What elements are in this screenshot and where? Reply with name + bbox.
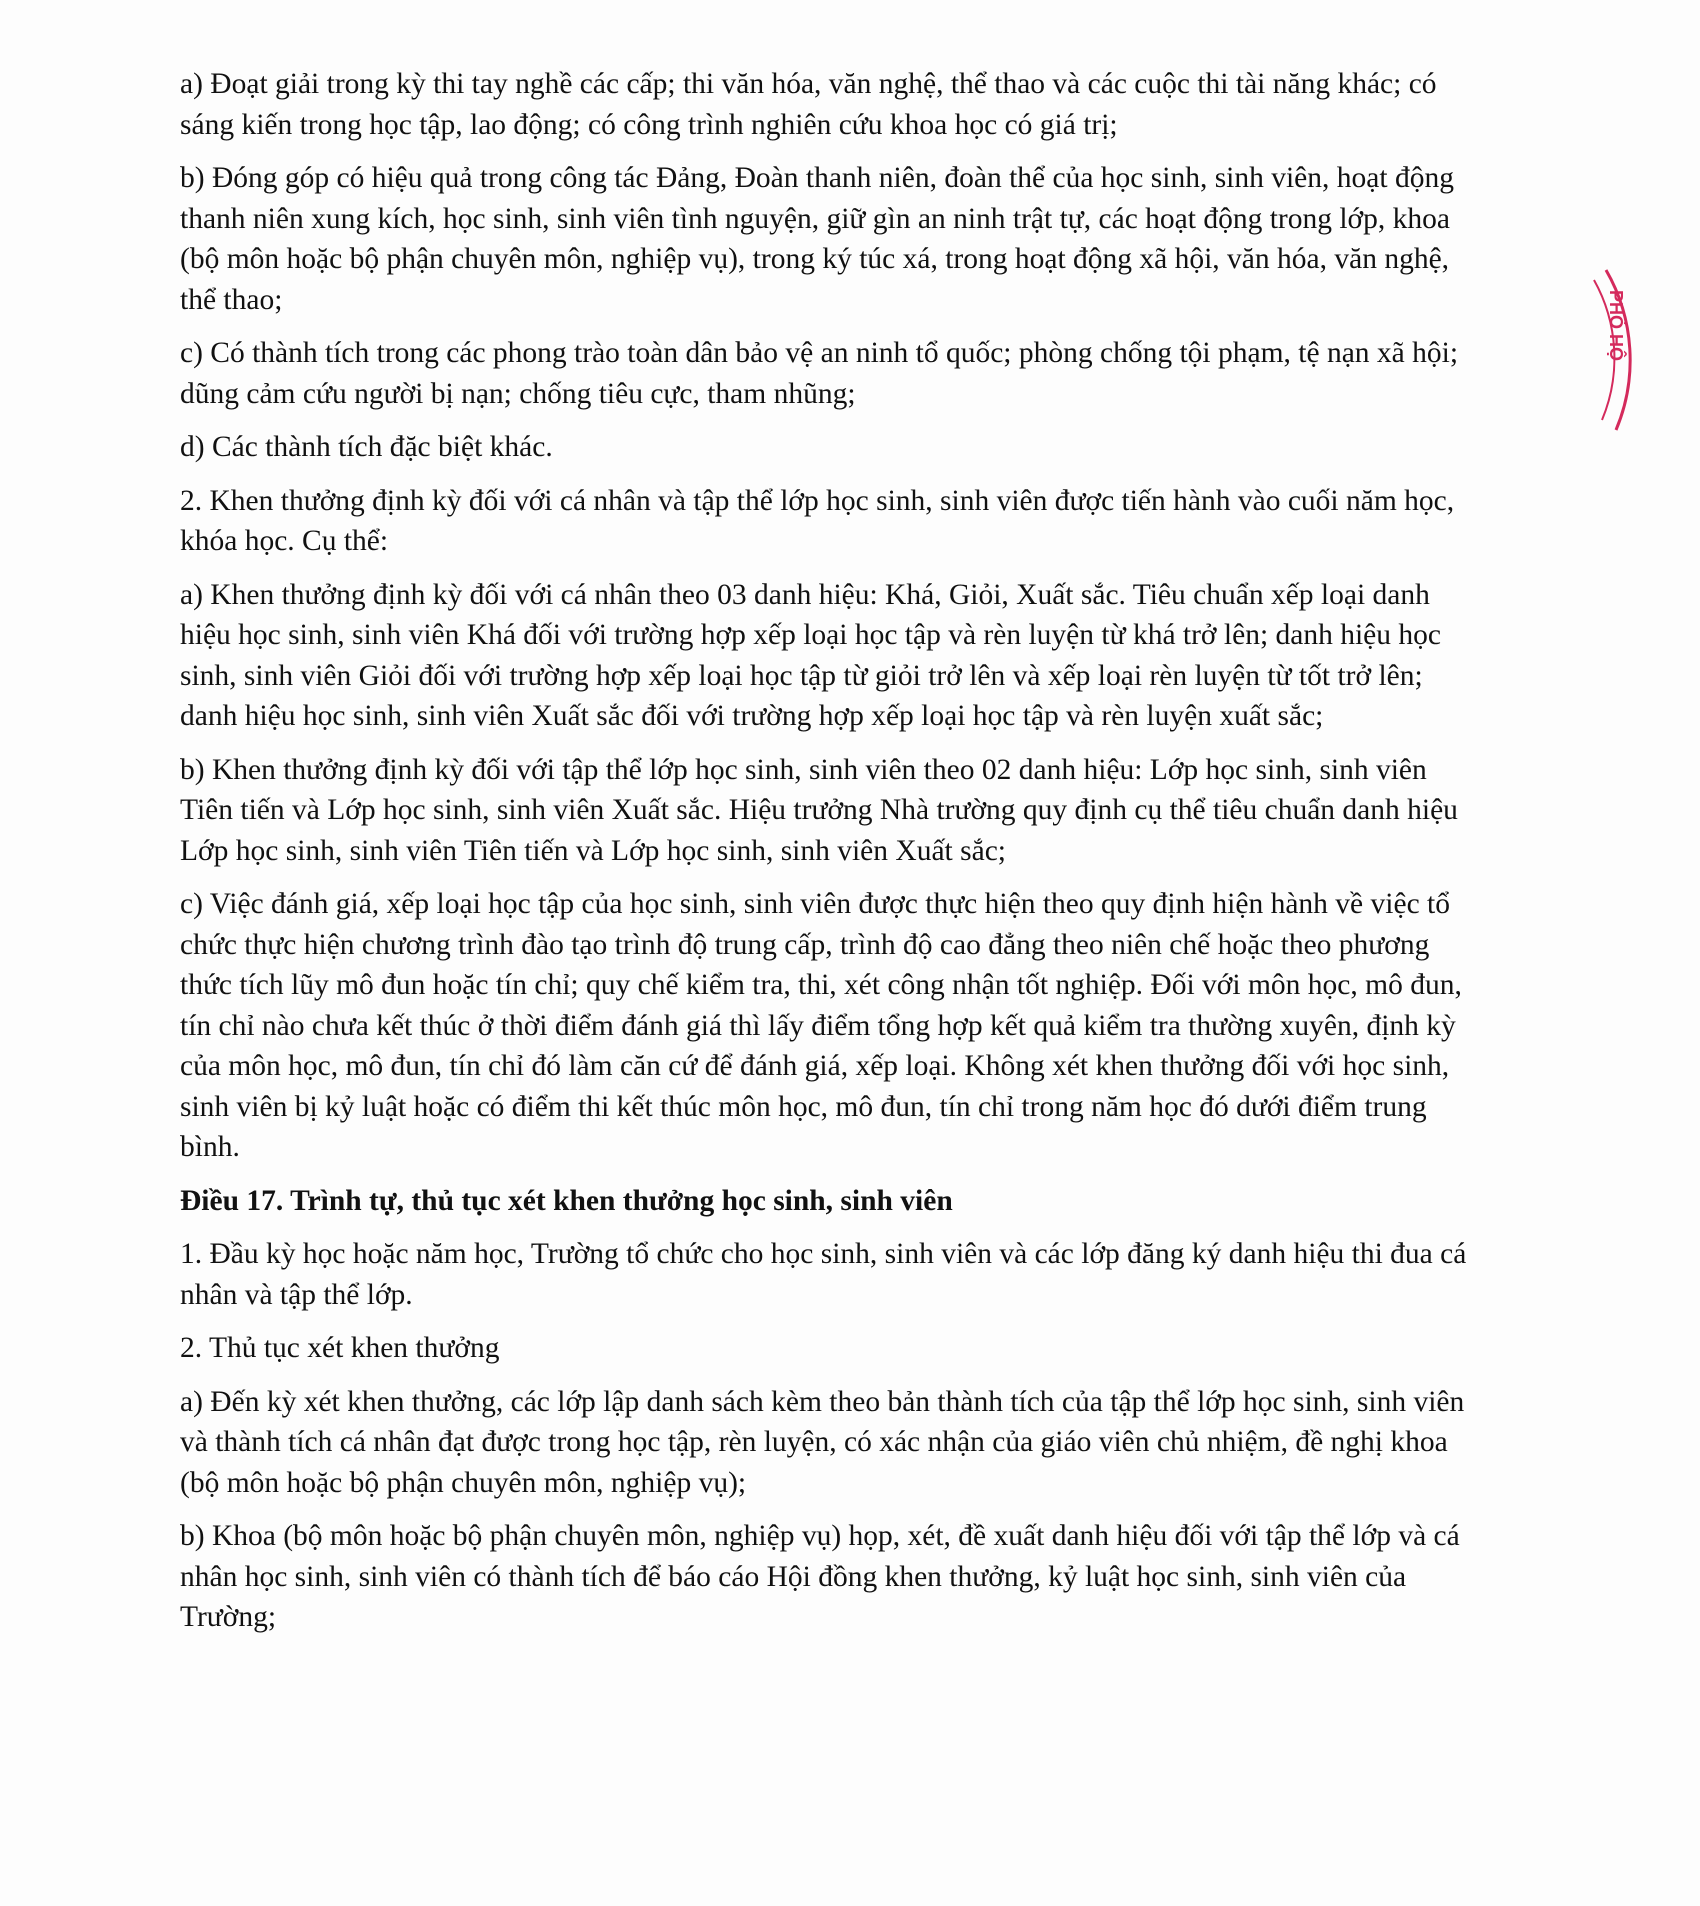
paragraph-2a: a) Khen thưởng định kỳ đối với cá nhân theo 03 danh hiệu: Khá, Giỏi, Xuất sắc. Tiêu chuẩn xếp loại danh hiệu học sinh, sinh viên Khá đối với trường hợp xếp loại học tập và rèn luyện từ khá trở lên; danh hiệu học sinh, sinh viên Giỏi đối với trường hợp xếp loại học tập từ giỏi trở lên và xếp loại rèn luyện từ tốt trở lên; danh hiệu học sinh, sinh viên Xuất sắc đối với trường hợp xếp loại học tập và rèn luyện xuất sắc; — [180, 578, 1441, 732]
article-17-paragraph-1: 1. Đầu kỳ học hoặc năm học, Trường tổ chức cho học sinh, sinh viên và các lớp đăng ký danh hiệu thi đua cá nhân và tập thể lớp. — [180, 1238, 1467, 1311]
article-17-paragraph-2a: a) Đến kỳ xét khen thưởng, các lớp lập danh sách kèm theo bản thành tích của tập thể lớp học sinh, sinh viên và thành tích cá nhân đạt được trong học tập, rèn luyện, có xác nhận của giáo viên chủ nhiệm, đề nghị khoa (bộ môn hoặc bộ phận chuyên môn, nghiệp vụ); — [180, 1385, 1465, 1499]
paragraph-1b: b) Đóng góp có hiệu quả trong công tác Đảng, Đoàn thanh niên, đoàn thể của học sinh, sinh viên, hoạt động thanh niên xung kích, học sinh, sinh viên tình nguyện, giữ gìn an ninh trật tự, các hoạt động trong lớp, khoa (bộ môn hoặc bộ phận chuyên môn, nghiệp vụ), trong ký túc xá, trong hoạt động xã hội, văn hóa, văn nghệ, thể thao; — [180, 162, 1454, 316]
paragraph-1c: c) Có thành tích trong các phong trào toàn dân bảo vệ an ninh tổ quốc; phòng chống tội phạm, tệ nạn xã hội; dũng cảm cứu người bị nạn; chống tiêu cực, tham nhũng; — [180, 337, 1459, 410]
document-body — [180, 64, 1480, 1651]
article-17-heading: Điều 17. Trình tự, thủ tục xét khen thưởng học sinh, sinh viên — [180, 1184, 953, 1217]
article-17-paragraph-2: 2. Thủ tục xét khen thưởng — [180, 1332, 500, 1364]
paragraph-2: 2. Khen thưởng định kỳ đối với cá nhân và tập thể lớp học sinh, sinh viên được tiến hành vào cuối năm học, khóa học. Cụ thể: — [180, 484, 1455, 557]
paragraph-1d: d) Các thành tích đặc biệt khác. — [180, 431, 553, 463]
article-17-paragraph-2b: b) Khoa (bộ môn hoặc bộ phận chuyên môn, nghiệp vụ) họp, xét, đề xuất danh hiệu đối với tập thể lớp và cá nhân học sinh, sinh viên có thành tích để báo cáo Hội đồng khen thưởng, kỷ luật học sinh, sinh viên của Trường; — [180, 1520, 1460, 1633]
paragraph-2c: c) Việc đánh giá, xếp loại học tập của học sinh, sinh viên được thực hiện theo quy định hiện hành về việc tổ chức thực hiện chương trình đào tạo trình độ trung cấp, trình độ cao đẳng theo niên chế hoặc theo phương thức tích lũy mô đun hoặc tín chỉ; quy chế kiểm tra, thi, xét công nhận tốt nghiệp. Đối với môn học, mô đun, tín chỉ nào chưa kết thúc ở thời điểm đánh giá thì lấy điểm tổng hợp kết quả kiểm tra thường xuyên, định kỳ của môn học, mô đun, tín chỉ đó làm căn cứ để đánh giá, xếp loại. Không xét khen thưởng đối với học sinh, sinh viên bị kỷ luật hoặc có điểm thi kết thúc môn học, mô đun, tín chỉ trong năm học đó dưới điểm trung bình. — [180, 888, 1462, 1163]
paragraph-2b: b) Khen thưởng định kỳ đối với tập thể lớp học sinh, sinh viên theo 02 danh hiệu: Lớp học sinh, sinh viên Tiên tiến và Lớp học sinh, sinh viên Xuất sắc. Hiệu trưởng Nhà trường quy định cụ thể tiêu chuẩn danh hiệu Lớp học sinh, sinh viên Tiên tiến và Lớp học sinh, sinh viên Xuất sắc; — [180, 753, 1458, 867]
stamp-text: PHÒ HỘ — [1606, 290, 1626, 362]
red-seal-stamp — [1586, 250, 1700, 450]
paragraph-1a: a) Đoạt giải trong kỳ thi tay nghề các cấp; thi văn hóa, văn nghệ, thể thao và các cuộc thi tài năng khác; có sáng kiến trong học tập, lao động; có công trình nghiên cứu khoa học có giá trị; — [180, 68, 1437, 141]
